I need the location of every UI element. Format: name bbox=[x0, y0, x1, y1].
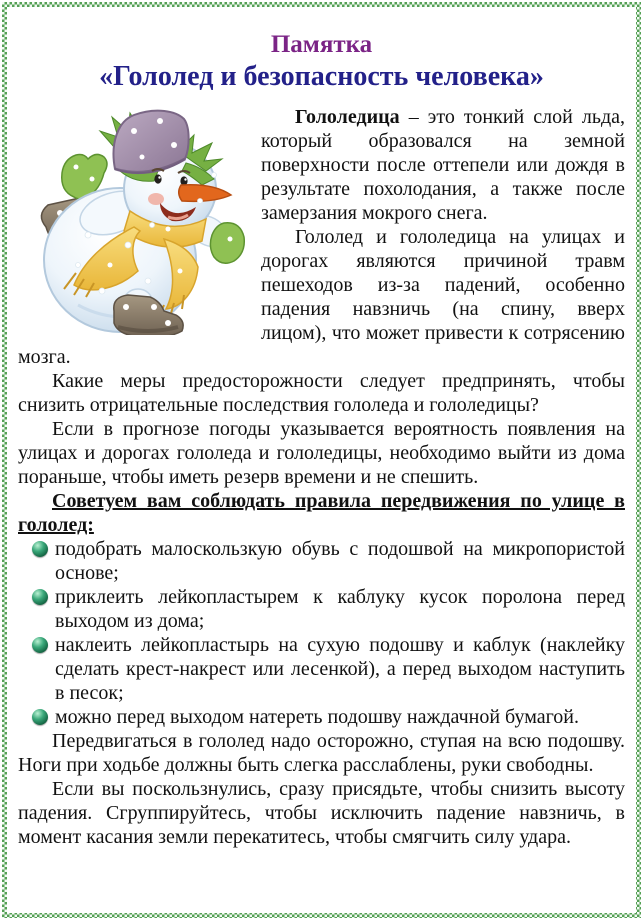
rules-heading: Советуем вам соблюдать правила передвижения по улице в гололед: bbox=[18, 490, 625, 536]
page-subtitle: «Гололед и безопасность человека» bbox=[99, 61, 544, 92]
snowman-illustration bbox=[18, 105, 251, 335]
rule-text: подобрать малоскользкую обувь с подошвой на микропористой основе; bbox=[55, 538, 625, 584]
snowman-hat bbox=[114, 111, 189, 173]
paragraph-forecast: Если в прогнозе погоды указывается вероятность появления на улицах и дорогах гололеда и гололедицы, необходимо выйти из дома пораньше, чтобы иметь резерв времени и не спешить. bbox=[18, 418, 625, 488]
paragraph-walking: Передвигаться в гололед надо осторожно, ступая на всю подошву. Ноги при ходьбе должны быть слегка расслаблены, руки свободны. bbox=[18, 730, 625, 776]
paragraph-falling: Если вы поскользнулись, сразу присядьте, чтобы снизить высоту падения. Сгруппируйтесь, чтобы исключить падение навзничь, в момент касания земли перекатитесь, чтобы смягчить силу удара. bbox=[18, 778, 625, 848]
page-title: Памятка bbox=[270, 31, 373, 58]
marble-bullet-icon bbox=[32, 709, 48, 725]
paragraph-question: Какие меры предосторожности следует предпринять, чтобы снизить отрицательные последствия гололеда и гололедицы? bbox=[18, 370, 625, 416]
paragraph-definition-text: – это тонкий слой льда, который образовался на земной поверхности после оттепели или дождя в результате похолодания, а также после замерзания мокрого снега. bbox=[261, 106, 625, 224]
marble-bullet-icon bbox=[32, 589, 48, 605]
rule-text: приклеить лейкопластырем к каблуку кусок поролона перед выходом из дома; bbox=[55, 586, 625, 632]
marble-bullet-icon bbox=[32, 541, 48, 557]
paragraph-danger: Гололед и гололедица на улицах и дорогах являются причиной травм пешеходов из-за падений, особенно падения навзничь (на спину, вверх лицом), что может привести к сотрясению мозга. bbox=[18, 226, 625, 368]
rule-text: можно перед выходом натереть подошву наждачной бумагой. bbox=[55, 706, 579, 728]
rules-list bbox=[18, 537, 625, 729]
rules-list-item bbox=[55, 633, 625, 705]
marble-bullet-icon bbox=[32, 637, 48, 653]
term-gololeditsa: Гололедица bbox=[295, 106, 400, 128]
rule-text: наклеить лейкопластырь на сухую подошву и каблук (наклейку сделать крест-накрест или лесенкой), а перед выходом наступить в песок; bbox=[55, 634, 625, 704]
rules-list-item bbox=[55, 705, 625, 729]
article-body bbox=[18, 105, 625, 849]
page-content bbox=[9, 9, 634, 911]
rules-list-item bbox=[55, 537, 625, 585]
rules-list-item bbox=[55, 585, 625, 633]
